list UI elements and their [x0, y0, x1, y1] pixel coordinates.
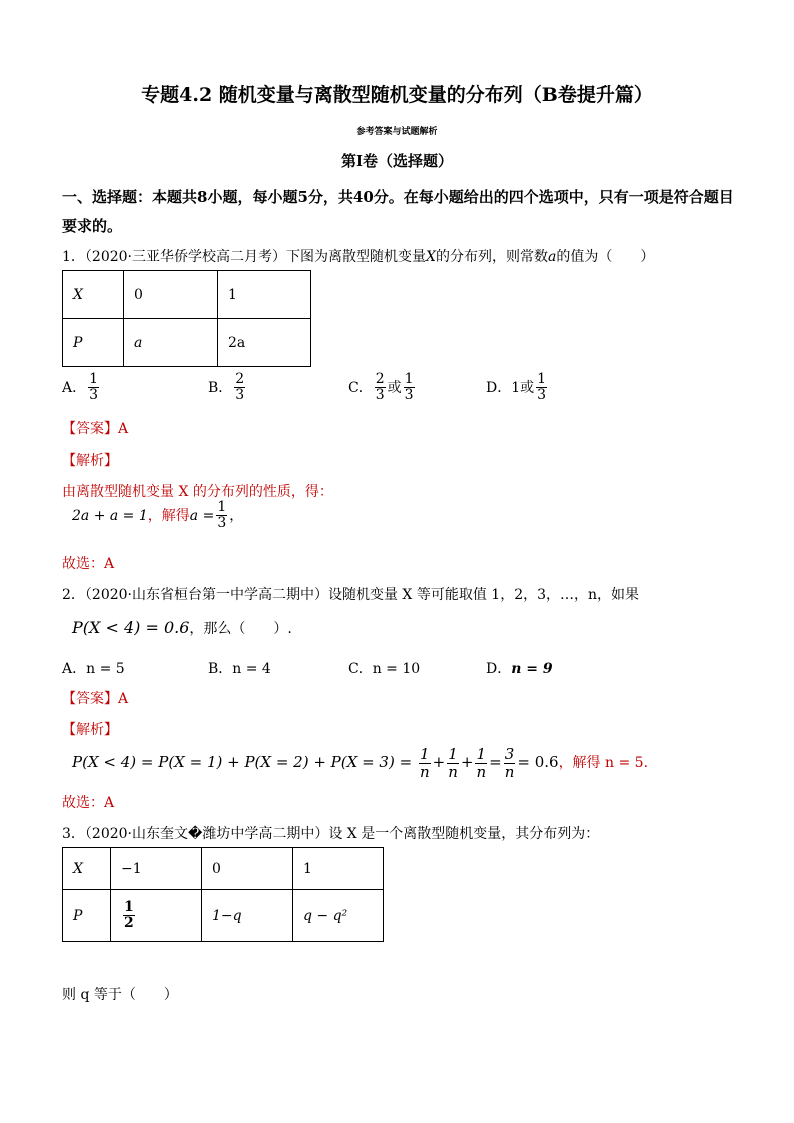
q1-distribution-table	[62, 270, 311, 367]
q2-option-d: D．n = 9	[486, 661, 553, 677]
q1-answer: 【答案】A	[62, 421, 129, 437]
q2-answer: 【答案】A	[62, 691, 129, 707]
q2-stem-line1: 2．（2020·山东省桓台第一中学高二期中）设随机变量 X 等可能取值 1，2，3，…，n，如果	[62, 587, 640, 603]
table-row: X −1 0 1	[63, 848, 384, 890]
q2-stem-line2: P(X < 4) = 0.6，那么（ ）.	[72, 618, 292, 637]
q1-option-c: C． $\frac{2}{3}$ 或 $\frac{1}{3}$	[348, 371, 414, 404]
q1-analysis-label: 【解析】	[62, 453, 118, 469]
q3-stem: 3．（2020·山东奎文�潍坊中学高二期中）设 X 是一个离散型随机变量，其分布列为：	[62, 826, 600, 842]
q1-option-a: A． $\frac{1}{3}$	[62, 371, 99, 404]
table-row: X 0 1	[63, 271, 311, 319]
q2-solution-equation: P(X < 4) = P(X = 1) + P(X = 2) + P(X = 3) = $\frac{1}{n}$ + $\frac{1}{n}$ + $\frac{1}{n}$ = $\frac{3}{n}$ = 0.6，解得 n = 5.	[72, 745, 649, 781]
q1-solution-line1: 由离散型随机变量 X 的分布列的性质，得：	[62, 484, 333, 500]
q1-solution-equation: 2a + a = 1，解得a = $\frac{1}{3}$ ，	[72, 499, 244, 532]
q1-stem: 1．（2020·三亚华侨学校高二月考）下图为离散型随机变量X的分布列，则常数a的值为（ ）	[62, 249, 655, 265]
q1-option-d: D．1或 $\frac{1}{3}$	[486, 371, 547, 404]
section-instructions: 一、选择题：本题共8小题，每小题5分，共40分。在每小题给出的四个选项中，只有一项是符合题目要求的。	[62, 188, 734, 235]
page-title: 专题4.2 随机变量与离散型随机变量的分布列（B卷提升篇）	[141, 84, 653, 106]
page-subtitle: 参考答案与试题解析	[356, 127, 438, 137]
q2-option-b: B．n = 4	[208, 661, 271, 677]
table-row: P a 2a	[63, 319, 311, 367]
q1-option-b: B． $\frac{2}{3}$	[208, 371, 245, 404]
q1-choose: 故选：A	[62, 556, 115, 572]
section-heading: 第Ⅰ卷（选择题）	[340, 152, 454, 170]
q3-question: 则 q 等于（ ）	[62, 987, 178, 1003]
table-row: P $\frac{1}{2}$ 1−q q − q²	[63, 890, 384, 942]
q2-option-a: A．n = 5	[62, 661, 125, 677]
q2-analysis-label: 【解析】	[62, 722, 118, 738]
q3-distribution-table	[62, 847, 384, 942]
q2-choose: 故选：A	[62, 795, 115, 811]
q2-option-c: C．n = 10	[348, 661, 421, 677]
